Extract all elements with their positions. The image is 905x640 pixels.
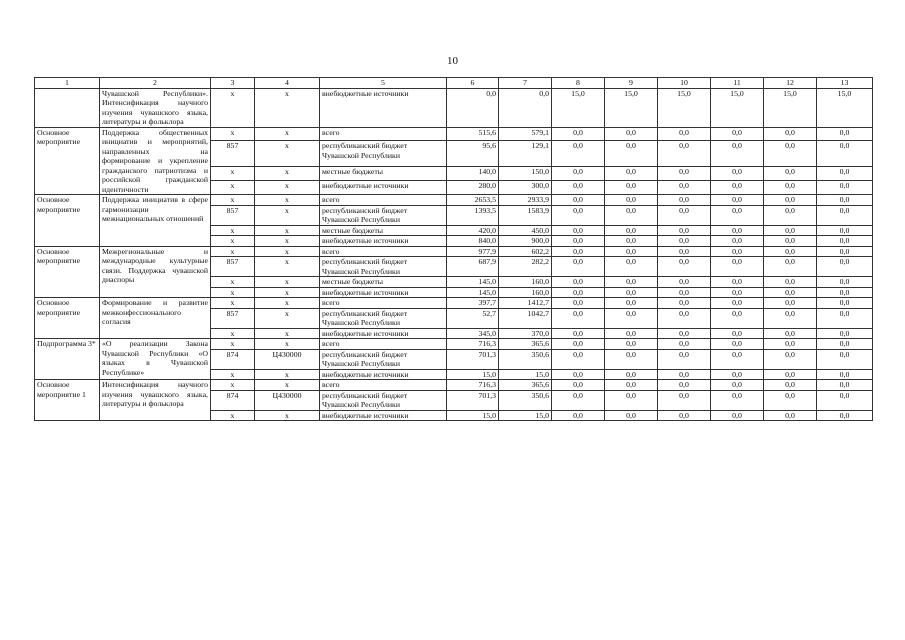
header-row bbox=[35, 78, 873, 89]
value-cell: 0,0 bbox=[658, 308, 711, 328]
grbs-code-cell: x bbox=[211, 369, 255, 380]
grbs-code-cell: x bbox=[211, 225, 255, 236]
target-code-cell: x bbox=[255, 277, 320, 288]
value-cell: 0,0 bbox=[552, 195, 605, 206]
value-cell: 15,0 bbox=[499, 410, 552, 421]
value-cell: 0,0 bbox=[711, 277, 764, 288]
value-cell: 15,0 bbox=[447, 410, 499, 421]
column-header: 7 bbox=[499, 78, 552, 89]
value-cell: 0,0 bbox=[552, 205, 605, 225]
table-row bbox=[35, 127, 873, 141]
funding-source-cell: всего bbox=[320, 380, 447, 391]
value-cell: 0,0 bbox=[658, 390, 711, 410]
value-cell: 145,0 bbox=[447, 277, 499, 288]
value-cell: 701,3 bbox=[447, 349, 499, 369]
row-title-cell: Межрегиональные и международные культурные связи. Поддержка чувашской диаспоры bbox=[100, 246, 211, 298]
row-type-cell: Подпрограмма 3* bbox=[35, 339, 100, 380]
value-cell: 15,0 bbox=[552, 88, 605, 127]
value-cell: 0,0 bbox=[764, 225, 817, 236]
funding-source-cell: всего bbox=[320, 339, 447, 350]
value-cell: 0,0 bbox=[658, 141, 711, 167]
row-title-cell: Чувашской Республики». Интенсификация научного изучения чувашского языка, литературы и фольклора bbox=[100, 88, 211, 127]
value-cell: 0,0 bbox=[817, 287, 873, 298]
column-header: 9 bbox=[605, 78, 658, 89]
value-cell: 0,0 bbox=[764, 167, 817, 181]
value-cell: 0,0 bbox=[658, 167, 711, 181]
grbs-code-cell: x bbox=[211, 181, 255, 195]
value-cell: 15,0 bbox=[605, 88, 658, 127]
value-cell: 0,0 bbox=[552, 181, 605, 195]
value-cell: 350,6 bbox=[499, 390, 552, 410]
value-cell: 0,0 bbox=[658, 298, 711, 309]
value-cell: 0,0 bbox=[711, 410, 764, 421]
value-cell: 716,3 bbox=[447, 380, 499, 391]
value-cell: 0,0 bbox=[605, 277, 658, 288]
grbs-code-cell: x bbox=[211, 195, 255, 206]
grbs-code-cell: x bbox=[211, 246, 255, 257]
grbs-code-cell: x bbox=[211, 277, 255, 288]
value-cell: 0,0 bbox=[658, 246, 711, 257]
value-cell: 0,0 bbox=[711, 181, 764, 195]
table-row bbox=[35, 339, 873, 350]
value-cell: 0,0 bbox=[605, 181, 658, 195]
value-cell: 0,0 bbox=[711, 257, 764, 277]
value-cell: 0,0 bbox=[552, 349, 605, 369]
funding-source-cell: местные бюджеты bbox=[320, 167, 447, 181]
value-cell: 0,0 bbox=[552, 339, 605, 350]
value-cell: 365,6 bbox=[499, 380, 552, 391]
value-cell: 350,6 bbox=[499, 349, 552, 369]
value-cell: 0,0 bbox=[711, 369, 764, 380]
value-cell: 0,0 bbox=[552, 410, 605, 421]
grbs-code-cell: x bbox=[211, 88, 255, 127]
grbs-code-cell: 857 bbox=[211, 141, 255, 167]
value-cell: 0,0 bbox=[817, 246, 873, 257]
row-type-cell: Основное мероприятие bbox=[35, 298, 100, 339]
funding-source-cell: внебюджетные источники bbox=[320, 410, 447, 421]
value-cell: 0,0 bbox=[658, 181, 711, 195]
value-cell: 0,0 bbox=[552, 380, 605, 391]
table-row bbox=[35, 195, 873, 206]
value-cell: 0,0 bbox=[658, 369, 711, 380]
value-cell: 0,0 bbox=[658, 287, 711, 298]
value-cell: 0,0 bbox=[552, 236, 605, 247]
value-cell: 0,0 bbox=[711, 127, 764, 141]
value-cell: 15,0 bbox=[711, 88, 764, 127]
value-cell: 95,6 bbox=[447, 141, 499, 167]
target-code-cell: x bbox=[255, 127, 320, 141]
value-cell: 450,0 bbox=[499, 225, 552, 236]
value-cell: 0,0 bbox=[605, 225, 658, 236]
value-cell: 15,0 bbox=[817, 88, 873, 127]
page-number: 10 bbox=[447, 55, 458, 67]
value-cell: 420,0 bbox=[447, 225, 499, 236]
target-code-cell: x bbox=[255, 225, 320, 236]
grbs-code-cell: 874 bbox=[211, 390, 255, 410]
grbs-code-cell: x bbox=[211, 167, 255, 181]
value-cell: 701,3 bbox=[447, 390, 499, 410]
value-cell: 0,0 bbox=[605, 328, 658, 339]
table-row bbox=[35, 88, 873, 127]
value-cell: 0,0 bbox=[658, 127, 711, 141]
funding-source-cell: местные бюджеты bbox=[320, 277, 447, 288]
funding-source-cell: внебюджетные источники bbox=[320, 236, 447, 247]
value-cell: 0,0 bbox=[711, 298, 764, 309]
value-cell: 0,0 bbox=[552, 127, 605, 141]
value-cell: 0,0 bbox=[764, 195, 817, 206]
target-code-cell: x bbox=[255, 141, 320, 167]
column-header: 6 bbox=[447, 78, 499, 89]
value-cell: 0,0 bbox=[605, 298, 658, 309]
value-cell: 1393,5 bbox=[447, 205, 499, 225]
value-cell: 15,0 bbox=[447, 369, 499, 380]
budget-table bbox=[34, 77, 873, 421]
value-cell: 0,0 bbox=[499, 88, 552, 127]
target-code-cell: x bbox=[255, 236, 320, 247]
grbs-code-cell: x bbox=[211, 380, 255, 391]
funding-source-cell: внебюджетные источники bbox=[320, 88, 447, 127]
value-cell: 515,6 bbox=[447, 127, 499, 141]
grbs-code-cell: 857 bbox=[211, 308, 255, 328]
value-cell: 0,0 bbox=[605, 236, 658, 247]
value-cell: 0,0 bbox=[764, 339, 817, 350]
target-code-cell: x bbox=[255, 308, 320, 328]
value-cell: 0,0 bbox=[605, 410, 658, 421]
value-cell: 0,0 bbox=[817, 225, 873, 236]
value-cell: 0,0 bbox=[658, 349, 711, 369]
value-cell: 0,0 bbox=[605, 369, 658, 380]
value-cell: 0,0 bbox=[817, 369, 873, 380]
value-cell: 0,0 bbox=[764, 369, 817, 380]
value-cell: 0,0 bbox=[658, 380, 711, 391]
column-header: 3 bbox=[211, 78, 255, 89]
funding-source-cell: всего bbox=[320, 298, 447, 309]
value-cell: 140,0 bbox=[447, 167, 499, 181]
value-cell: 1042,7 bbox=[499, 308, 552, 328]
value-cell: 0,0 bbox=[605, 308, 658, 328]
value-cell: 129,1 bbox=[499, 141, 552, 167]
value-cell: 0,0 bbox=[605, 205, 658, 225]
grbs-code-cell: x bbox=[211, 127, 255, 141]
value-cell: 0,0 bbox=[764, 141, 817, 167]
funding-source-cell: республиканский бюджет Чувашской Республики bbox=[320, 308, 447, 328]
value-cell: 0,0 bbox=[817, 380, 873, 391]
funding-source-cell: внебюджетные источники bbox=[320, 181, 447, 195]
funding-source-cell: местные бюджеты bbox=[320, 225, 447, 236]
value-cell: 0,0 bbox=[552, 277, 605, 288]
value-cell: 0,0 bbox=[658, 328, 711, 339]
value-cell: 0,0 bbox=[658, 257, 711, 277]
value-cell: 0,0 bbox=[817, 298, 873, 309]
value-cell: 145,0 bbox=[447, 287, 499, 298]
target-code-cell: x bbox=[255, 88, 320, 127]
value-cell: 0,0 bbox=[552, 167, 605, 181]
value-cell: 0,0 bbox=[764, 410, 817, 421]
grbs-code-cell: 857 bbox=[211, 205, 255, 225]
value-cell: 0,0 bbox=[711, 205, 764, 225]
value-cell: 0,0 bbox=[764, 390, 817, 410]
value-cell: 0,0 bbox=[552, 257, 605, 277]
value-cell: 280,0 bbox=[447, 181, 499, 195]
table-body bbox=[35, 88, 873, 421]
value-cell: 0,0 bbox=[447, 88, 499, 127]
funding-source-cell: всего bbox=[320, 127, 447, 141]
value-cell: 0,0 bbox=[605, 167, 658, 181]
row-type-cell: Основное мероприятие bbox=[35, 195, 100, 247]
value-cell: 0,0 bbox=[711, 380, 764, 391]
row-title-cell: Поддержка общественных инициатив и мероприятий, направленных на формирование и укрепление гражданского патриотизма и российской гражданской идентичности bbox=[100, 127, 211, 195]
value-cell: 716,3 bbox=[447, 339, 499, 350]
value-cell: 0,0 bbox=[711, 225, 764, 236]
value-cell: 0,0 bbox=[658, 225, 711, 236]
row-type-cell: Основное мероприятие 1 bbox=[35, 380, 100, 421]
funding-source-cell: республиканский бюджет Чувашской Республики bbox=[320, 141, 447, 167]
value-cell: 0,0 bbox=[817, 390, 873, 410]
table-row bbox=[35, 298, 873, 309]
row-type-cell: Основное мероприятие bbox=[35, 127, 100, 195]
value-cell: 0,0 bbox=[817, 195, 873, 206]
row-title-cell: «О реализации Закона Чувашской Республики «О языках в Чувашской Республике» bbox=[100, 339, 211, 380]
column-header: 11 bbox=[711, 78, 764, 89]
value-cell: 0,0 bbox=[817, 339, 873, 350]
value-cell: 0,0 bbox=[605, 246, 658, 257]
funding-source-cell: внебюджетные источники bbox=[320, 328, 447, 339]
column-header: 10 bbox=[658, 78, 711, 89]
value-cell: 0,0 bbox=[817, 349, 873, 369]
value-cell: 0,0 bbox=[658, 277, 711, 288]
grbs-code-cell: 857 bbox=[211, 257, 255, 277]
value-cell: 0,0 bbox=[764, 257, 817, 277]
value-cell: 0,0 bbox=[764, 127, 817, 141]
funding-source-cell: республиканский бюджет Чувашской Республики bbox=[320, 349, 447, 369]
funding-source-cell: республиканский бюджет Чувашской Республики bbox=[320, 257, 447, 277]
value-cell: 160,0 bbox=[499, 287, 552, 298]
value-cell: 0,0 bbox=[817, 328, 873, 339]
target-code-cell: x bbox=[255, 167, 320, 181]
value-cell: 0,0 bbox=[764, 181, 817, 195]
target-code-cell: x bbox=[255, 328, 320, 339]
value-cell: 0,0 bbox=[605, 127, 658, 141]
value-cell: 345,0 bbox=[447, 328, 499, 339]
grbs-code-cell: x bbox=[211, 339, 255, 350]
column-header: 1 bbox=[35, 78, 100, 89]
value-cell: 0,0 bbox=[552, 328, 605, 339]
value-cell: 0,0 bbox=[764, 277, 817, 288]
value-cell: 0,0 bbox=[658, 195, 711, 206]
value-cell: 0,0 bbox=[817, 181, 873, 195]
value-cell: 687,9 bbox=[447, 257, 499, 277]
value-cell: 0,0 bbox=[605, 380, 658, 391]
value-cell: 15,0 bbox=[764, 88, 817, 127]
value-cell: 0,0 bbox=[552, 390, 605, 410]
funding-source-cell: внебюджетные источники bbox=[320, 369, 447, 380]
value-cell: 282,2 bbox=[499, 257, 552, 277]
target-code-cell: x bbox=[255, 298, 320, 309]
value-cell: 365,6 bbox=[499, 339, 552, 350]
value-cell: 300,0 bbox=[499, 181, 552, 195]
value-cell: 0,0 bbox=[711, 195, 764, 206]
value-cell: 0,0 bbox=[552, 308, 605, 328]
row-type-cell: Основное мероприятие bbox=[35, 246, 100, 298]
value-cell: 0,0 bbox=[817, 141, 873, 167]
value-cell: 160,0 bbox=[499, 277, 552, 288]
value-cell: 1412,7 bbox=[499, 298, 552, 309]
grbs-code-cell: x bbox=[211, 236, 255, 247]
value-cell: 0,0 bbox=[764, 328, 817, 339]
value-cell: 150,0 bbox=[499, 167, 552, 181]
value-cell: 0,0 bbox=[711, 349, 764, 369]
target-code-cell: x bbox=[255, 410, 320, 421]
column-header: 5 bbox=[320, 78, 447, 89]
target-code-cell: Ц430000 bbox=[255, 390, 320, 410]
value-cell: 0,0 bbox=[711, 328, 764, 339]
value-cell: 0,0 bbox=[605, 141, 658, 167]
value-cell: 0,0 bbox=[764, 236, 817, 247]
value-cell: 0,0 bbox=[711, 246, 764, 257]
value-cell: 977,9 bbox=[447, 246, 499, 257]
value-cell: 0,0 bbox=[711, 308, 764, 328]
value-cell: 0,0 bbox=[817, 236, 873, 247]
value-cell: 0,0 bbox=[817, 167, 873, 181]
value-cell: 0,0 bbox=[817, 308, 873, 328]
row-title-cell: Формирование и развитие межконфессионального согласия bbox=[100, 298, 211, 339]
value-cell: 0,0 bbox=[817, 277, 873, 288]
value-cell: 0,0 bbox=[817, 127, 873, 141]
funding-source-cell: республиканский бюджет Чувашской Республики bbox=[320, 205, 447, 225]
value-cell: 0,0 bbox=[711, 167, 764, 181]
value-cell: 900,0 bbox=[499, 236, 552, 247]
value-cell: 2653,5 bbox=[447, 195, 499, 206]
grbs-code-cell: x bbox=[211, 287, 255, 298]
value-cell: 0,0 bbox=[605, 349, 658, 369]
column-header: 2 bbox=[100, 78, 211, 89]
value-cell: 0,0 bbox=[817, 410, 873, 421]
grbs-code-cell: x bbox=[211, 328, 255, 339]
value-cell: 0,0 bbox=[552, 246, 605, 257]
funding-source-cell: республиканский бюджет Чувашской Республики bbox=[320, 390, 447, 410]
value-cell: 0,0 bbox=[605, 195, 658, 206]
row-title-cell: Интенсификация научного изучения чувашского языка, литературы и фольклора bbox=[100, 380, 211, 421]
value-cell: 0,0 bbox=[711, 339, 764, 350]
value-cell: 0,0 bbox=[817, 205, 873, 225]
value-cell: 0,0 bbox=[658, 410, 711, 421]
value-cell: 579,1 bbox=[499, 127, 552, 141]
table-row bbox=[35, 380, 873, 391]
row-title-cell: Поддержка инициатив в сфере гармонизации межнациональных отношений bbox=[100, 195, 211, 247]
value-cell: 602,2 bbox=[499, 246, 552, 257]
target-code-cell: x bbox=[255, 257, 320, 277]
value-cell: 0,0 bbox=[552, 225, 605, 236]
target-code-cell: x bbox=[255, 369, 320, 380]
grbs-code-cell: x bbox=[211, 410, 255, 421]
value-cell: 0,0 bbox=[764, 287, 817, 298]
value-cell: 0,0 bbox=[605, 287, 658, 298]
funding-source-cell: внебюджетные источники bbox=[320, 287, 447, 298]
value-cell: 0,0 bbox=[605, 339, 658, 350]
value-cell: 0,0 bbox=[711, 236, 764, 247]
value-cell: 0,0 bbox=[658, 236, 711, 247]
column-header: 13 bbox=[817, 78, 873, 89]
value-cell: 0,0 bbox=[552, 287, 605, 298]
value-cell: 0,0 bbox=[764, 380, 817, 391]
row-type-cell bbox=[35, 88, 100, 127]
target-code-cell: x bbox=[255, 339, 320, 350]
column-header: 12 bbox=[764, 78, 817, 89]
value-cell: 0,0 bbox=[817, 257, 873, 277]
value-cell: 0,0 bbox=[711, 287, 764, 298]
column-header: 8 bbox=[552, 78, 605, 89]
funding-source-cell: всего bbox=[320, 195, 447, 206]
value-cell: 370,0 bbox=[499, 328, 552, 339]
value-cell: 1583,9 bbox=[499, 205, 552, 225]
value-cell: 397,7 bbox=[447, 298, 499, 309]
target-code-cell: x bbox=[255, 195, 320, 206]
target-code-cell: Ц430000 bbox=[255, 349, 320, 369]
value-cell: 0,0 bbox=[552, 298, 605, 309]
target-code-cell: x bbox=[255, 246, 320, 257]
target-code-cell: x bbox=[255, 205, 320, 225]
value-cell: 0,0 bbox=[552, 141, 605, 167]
grbs-code-cell: x bbox=[211, 298, 255, 309]
column-header: 4 bbox=[255, 78, 320, 89]
value-cell: 52,7 bbox=[447, 308, 499, 328]
value-cell: 0,0 bbox=[605, 390, 658, 410]
target-code-cell: x bbox=[255, 380, 320, 391]
value-cell: 0,0 bbox=[764, 349, 817, 369]
value-cell: 0,0 bbox=[764, 246, 817, 257]
grbs-code-cell: 874 bbox=[211, 349, 255, 369]
value-cell: 0,0 bbox=[658, 205, 711, 225]
value-cell: 0,0 bbox=[711, 390, 764, 410]
value-cell: 15,0 bbox=[658, 88, 711, 127]
table-row bbox=[35, 246, 873, 257]
value-cell: 0,0 bbox=[764, 205, 817, 225]
funding-source-cell: всего bbox=[320, 246, 447, 257]
target-code-cell: x bbox=[255, 287, 320, 298]
value-cell: 840,0 bbox=[447, 236, 499, 247]
value-cell: 0,0 bbox=[764, 308, 817, 328]
value-cell: 0,0 bbox=[764, 298, 817, 309]
value-cell: 0,0 bbox=[552, 369, 605, 380]
value-cell: 15,0 bbox=[499, 369, 552, 380]
value-cell: 0,0 bbox=[711, 141, 764, 167]
value-cell: 2933,9 bbox=[499, 195, 552, 206]
value-cell: 0,0 bbox=[605, 257, 658, 277]
value-cell: 0,0 bbox=[658, 339, 711, 350]
target-code-cell: x bbox=[255, 181, 320, 195]
